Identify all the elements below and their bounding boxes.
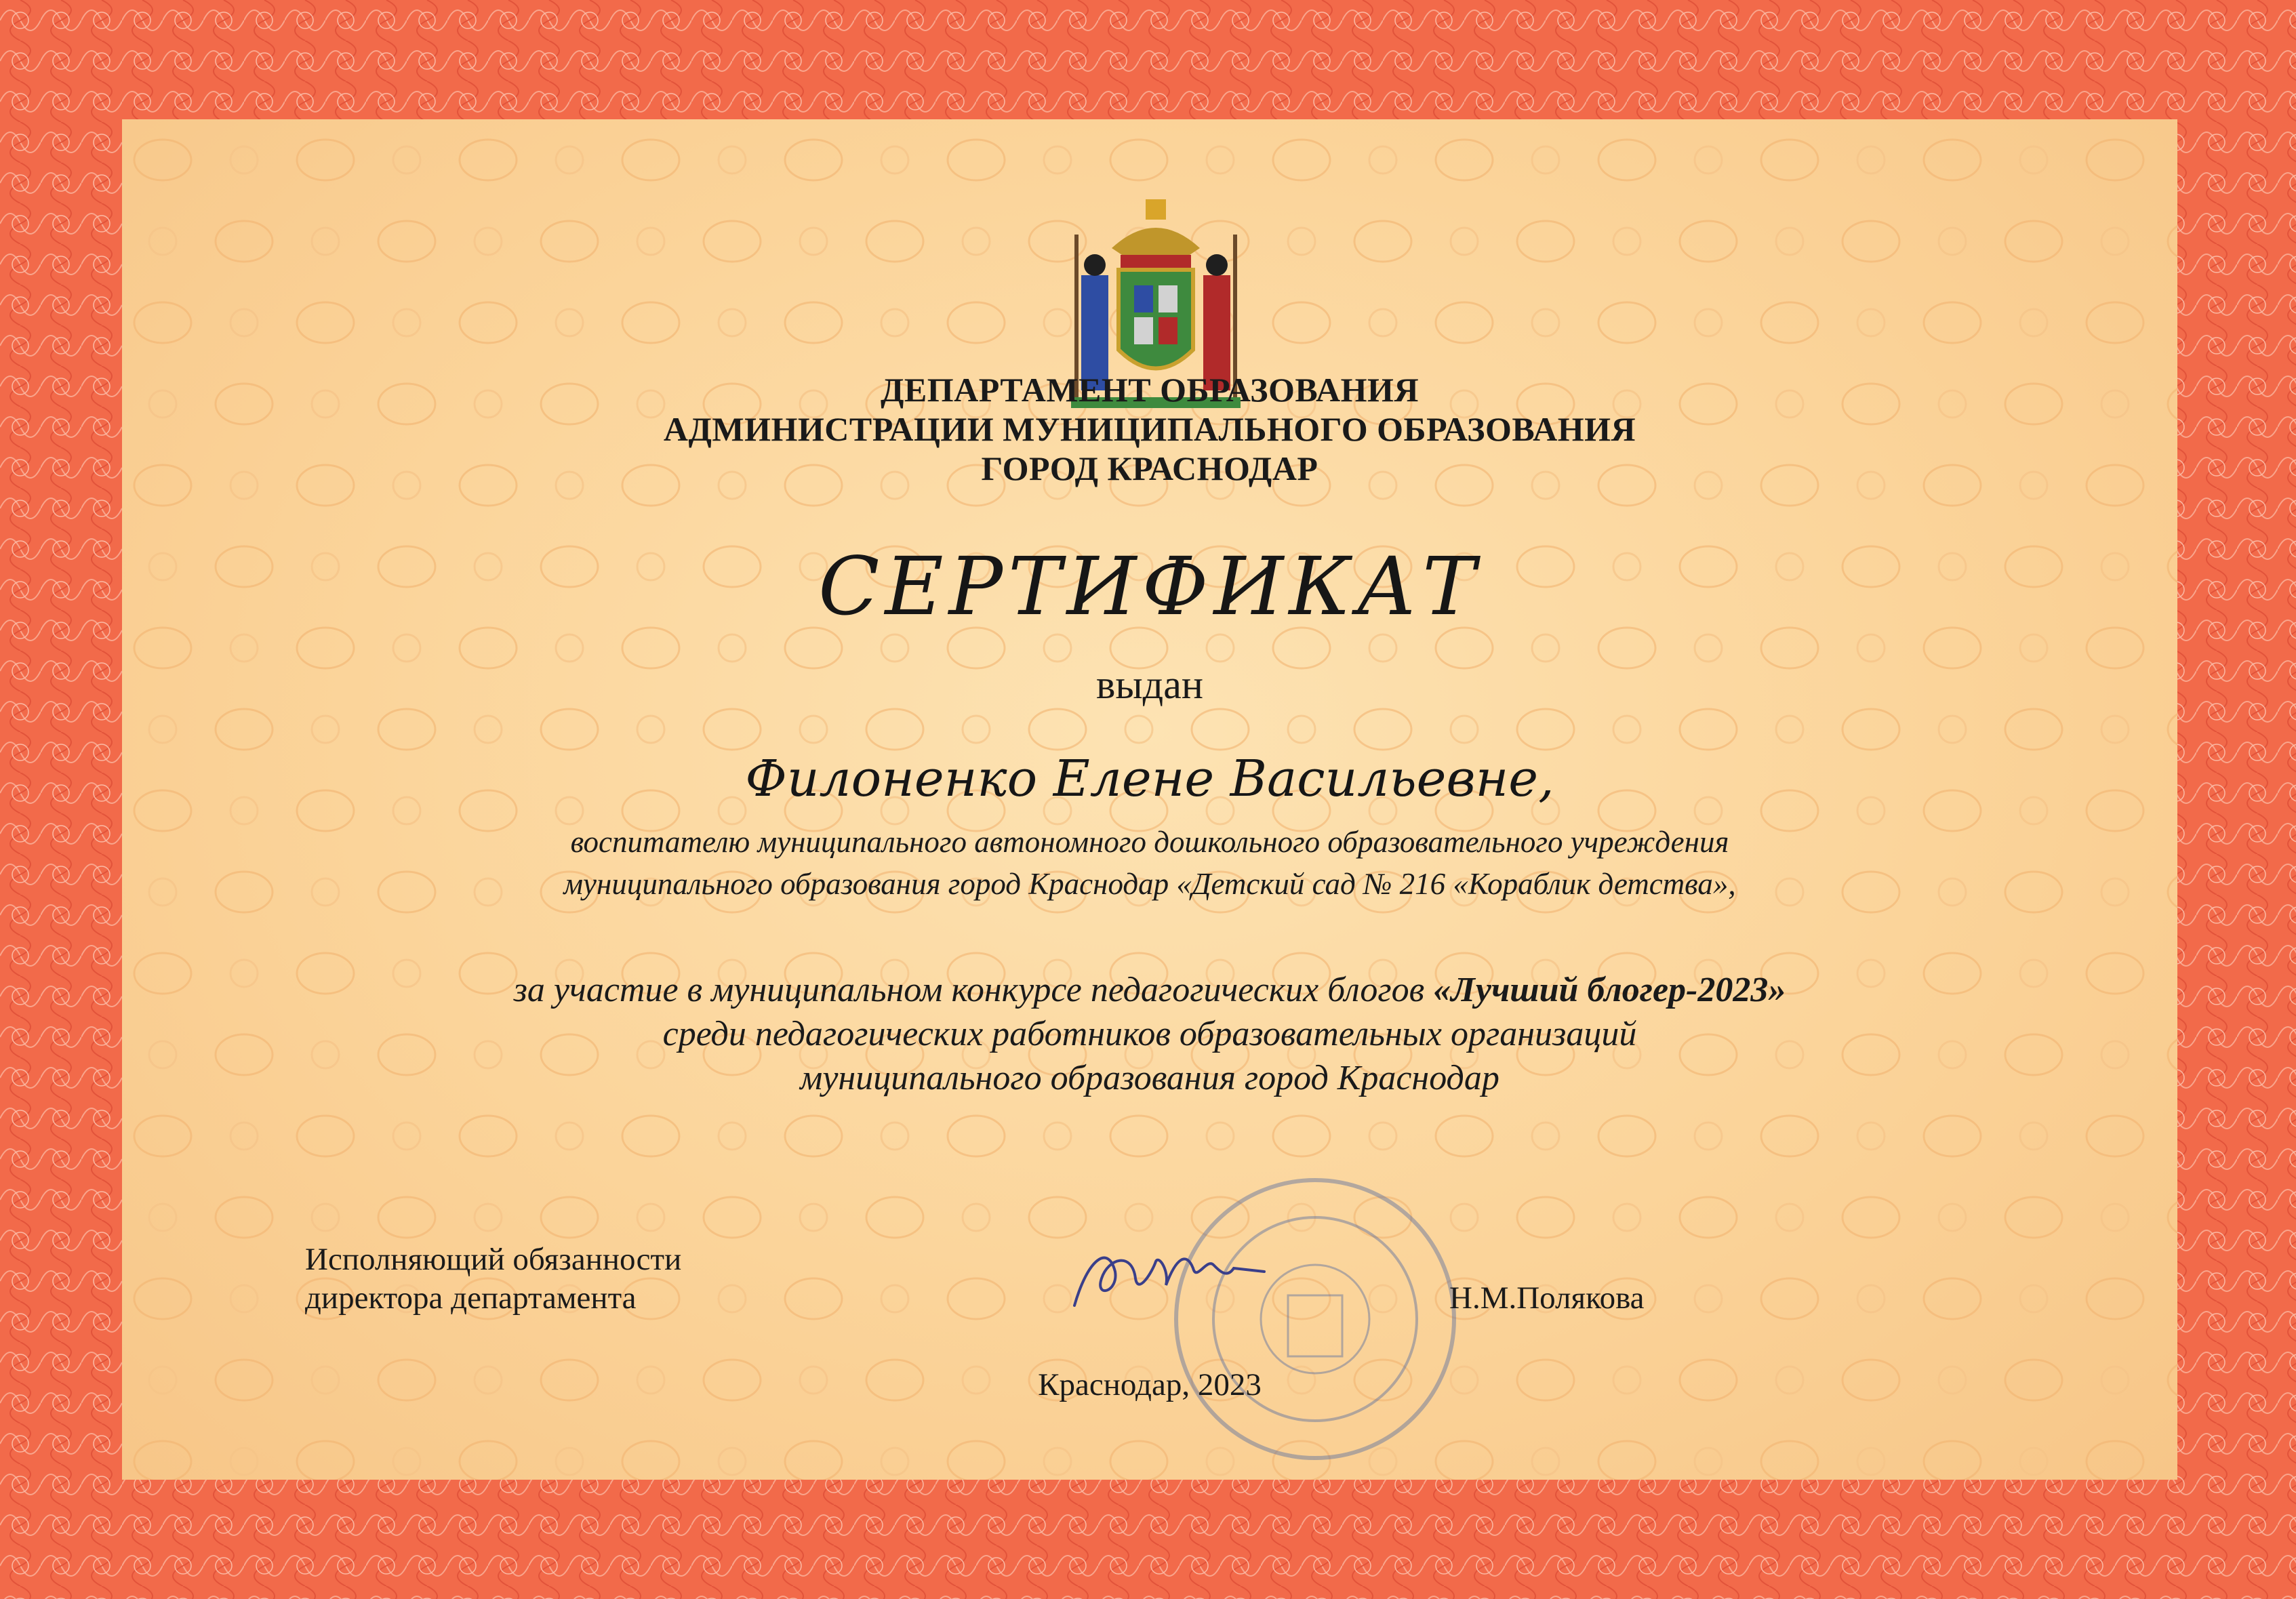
issued-label: выдан <box>1096 662 1203 707</box>
reason-line-1 <box>122 970 2177 1010</box>
signatory-title-line-2: директора департамента <box>305 1280 637 1316</box>
recipient-position-line-2: муниципального образования город Краснодар «Детский сад № 216 «Кораблик детства», <box>563 867 1736 901</box>
header-line-3: ГОРОД КРАСНОДАР <box>981 449 1318 487</box>
recipient-name: Филоненко Елене Васильевне, <box>745 750 1554 808</box>
certificate-panel <box>122 119 2177 1480</box>
reason-line-2: среди педагогических работников образовательных организаций <box>662 1015 1637 1053</box>
signatory-name: Н.М.Полякова <box>1449 1280 1645 1316</box>
reason-line-1-prefix: за участие в муниципальном конкурсе педагогических блогов <box>513 971 1425 1009</box>
place-and-year: Краснодар, 2023 <box>1038 1367 1262 1402</box>
signatory-title-line-1: Исполняющий обязанности <box>305 1242 682 1277</box>
official-stamp <box>1166 1170 1464 1468</box>
header-line-2: АДМИНИСТРАЦИИ МУНИЦИПАЛЬНОГО ОБРАЗОВАНИЯ <box>663 410 1636 448</box>
handwritten-signature <box>1068 1231 1271 1319</box>
header-line-1: ДЕПАРТАМЕНТ ОБРАЗОВАНИЯ <box>880 371 1419 409</box>
contest-name: «Лучший блогер-2023» <box>1433 971 1786 1009</box>
recipient-position-line-1: воспитателю муниципального автономного дошкольного образовательного учреждения <box>570 825 1729 859</box>
certificate-title: СЕРТИФИКАТ <box>818 540 1481 633</box>
reason-line-3: муниципального образования город Краснодар <box>800 1059 1499 1097</box>
